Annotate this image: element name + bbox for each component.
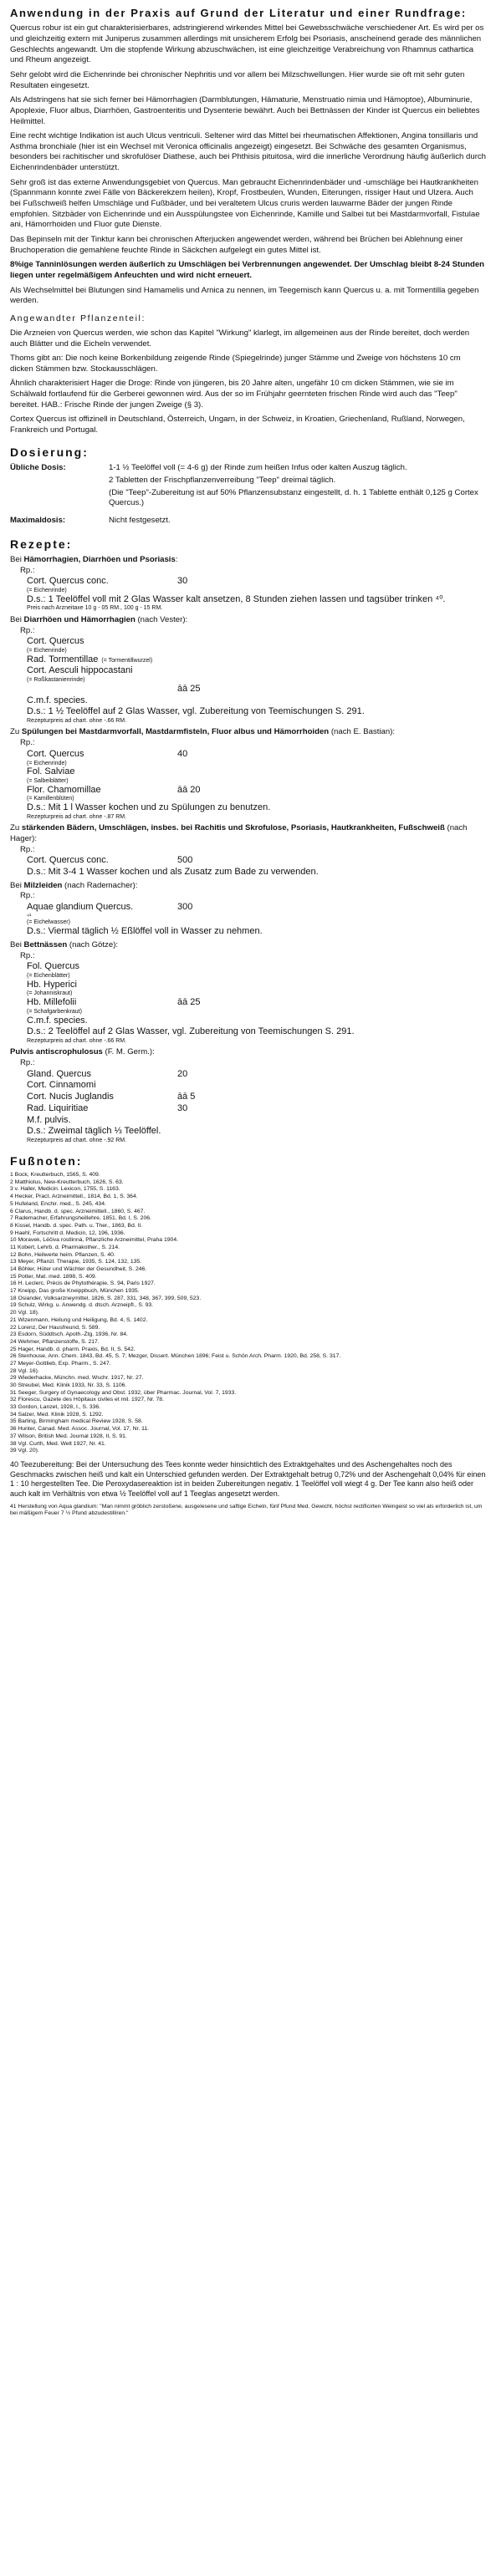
ingredient-row [27,1103,486,1115]
footnote-item: 22 Lorenz, Der Hausfreund, S. 589. [10,1324,100,1331]
usual-dose-line: 1-1 ½ Teelöffel voll (= 4-6 g) der Rinde zum heißen Infus oder kalten Auszug täglich. [109,463,407,473]
usual-dose-value [109,463,486,511]
recipes-heading: Rezepte: [10,537,73,551]
recipe-heading-prefix: Bei [10,554,24,564]
recipe-heading [10,940,486,951]
plant-part-heading: Angewandter Pflanzenteil: [10,313,146,323]
ingredient-quantity: 500 [177,855,193,866]
recipe-directions: D.s.: Viermal täglich ½ Eßlöffel voll in Wasser zu nehmen. [27,926,263,937]
footnotes-heading: Fußnoten: [10,1153,83,1168]
footnote-item: 29 Wiederhacke, Münchn. med. Wschr. 1917, Nr. 27. [10,1375,144,1382]
footnote-41: 41 Herstellung von Aqua glandium: "Man nimmt gröblich zerstoßene, ausgelesene und saftige Eicheln, fünf Pfund Med. Gewicht, höchst rectificirten Weingeist so viel als erforderlich ist, um bei mäßigem Feuer 7 ½ Pfund abzudestilliren." [10,1503,483,1517]
ingredient-quantity [177,665,244,677]
ingredient-row [27,1115,486,1127]
recipe-indication: stärkenden Bädern, Umschlägen, insbes. bei Rachitis und Skrofulose, Psoriasis, Hautkrankheiten, Fußschweiß [21,823,445,833]
footnote-item: 35 Barling, Birmingham medical Review 1928, S. 58. [10,1418,143,1425]
ingredient-quantity [177,636,244,648]
ingredient-row [27,665,486,677]
recipe-heading [10,615,486,626]
ingredient-name: Cort. Aesculi hippocastani [27,665,133,676]
ingredient-name: Rad. Liquiritiae [27,1102,89,1113]
ingredient-quantity [177,961,244,973]
ingredient-quantity: āā 20 [177,784,201,795]
footnote-item: 7 Rademacher, Erfahrungsheillehre, 1851, Bd. I, S. 206. [10,1215,151,1222]
recipe-heading [10,555,486,566]
recipe-source: (nach E. Bastian): [329,727,396,737]
recipe-heading-prefix: Bei [10,614,24,624]
plant-part-section [10,328,486,436]
recipe-price: Rezepturpreis ad chart. ohne -.66 RM. [27,718,127,725]
recipe-rp-label: Rp.: [20,738,35,748]
recipe-source: : [175,554,178,564]
recipe-source: (nach Hager): [10,823,468,843]
footnotes-list [10,1172,486,1455]
ingredient-name: Flor. Chamomillae [27,784,101,795]
ingredient-name: Cort. Quercus [27,636,84,647]
footnote-item: 11 Kobert, Lehrb. d. Pharmakother., S. 214. [10,1244,120,1250]
footnote-item: 31 Seeger, Surgery of Gynaecology and Obst. 1932, über Pharmac. Journal, Vol. 7, 1933. [10,1389,237,1396]
ingredient-quantity: āā 25 [177,683,201,694]
ingredient-row [27,980,486,991]
ingredient-row [27,961,486,973]
ingredient-quantity: 30 [177,1102,188,1113]
ingredient-row [27,997,486,1009]
ingredient-name: Fol. Salviae [27,766,75,777]
ingredient-row [27,766,486,778]
plant-part-paragraph: Cortex Quercus ist offizinell in Deutschland, Österreich, Ungarn, in der Schweiz, in Kroatien, Griechenland, Rußland, Norwegen, Frankreich und Portugal. [10,415,465,435]
intro-section [10,23,486,307]
footnote-item: 38 Vgl. Curth, Med. Welt 1927, Nr. 41. [10,1440,106,1447]
footnote-item: 19 Schulz, Wirkg. u. Anwendg. d. dtsch. Arzneipfl., S. 93. [10,1302,154,1309]
footnote-item: 30 Streubel, Med. Klinik 1933, Nr. 33, S. 1106. [10,1382,127,1388]
intro-paragraph: 8%ige Tanninlösungen werden äußerlich zu Umschlägen bei Verbrennungen angewendet. Der Umschlag bleibt 8-24 Stunden liegen unter regelmäßigem Anfeuchten und wird nicht erneuert. [10,260,485,281]
footnote-item: 14 Böhler, Hüter und Wächter der Gesundheit, S. 246. [10,1266,147,1272]
footnote-item: 18 Osiander, Volksarzneymittel, 1826, S. 287, 331, 348, 367, 399, 509, 523. [10,1295,202,1301]
recipe-directions: D.s.: Mit 1 l Wasser kochen und zu Spülungen zu benutzen. [27,802,271,813]
footnote-item: 6 Clarus, Handb. d. spec. Arzneimittell., 1860, S. 467. [10,1208,146,1214]
ingredient-name: Rad. Tormentillae [27,654,99,664]
max-dose-label: Maximaldosis: [10,515,66,525]
ingredient-row [27,1069,486,1081]
footnote-item: 2 Matthiolus, New-Kreutterbuch, 1626, S. 63. [10,1179,124,1185]
plant-part-paragraph: Die Arzneien von Quercus werden, wie schon das Kapitel "Wirkung" klarlegt, im allgemeinen aus der Rinde bereitet, doch werden auch Blätter und die Eicheln verwendet. [10,328,470,349]
recipe-rp-label: Rp.: [20,1058,35,1068]
ingredient-note: (= Eichenblätter) [27,972,70,979]
recipe-indication: Milzleiden [23,880,63,890]
footnote-item: 13 Meyer, Pflanzl. Therapie, 1935, S. 124, 132, 135. [10,1259,142,1265]
recipe-indication: Bettnässen [23,939,68,949]
ingredient-name: Cort. Nucis Juglandis [27,1092,114,1102]
ingredient-note: (= Eichenrinde) [27,647,67,654]
ingredient-quantity [177,766,244,778]
intro-paragraph: Eine recht wichtige Indikation ist auch Ulcus ventriculi. Seltener wird das Mittel bei rheumatischen Affektionen, Angina tonsillaris und Asthma bronchiale (hier ist ein Wechsel mit Veronica officinalis angezeigt) eingesetzt. Bei Schwäche des gesamten Organismus, besonders bei rachitischer und skrofulöser Diathese, auch bei Phthisis pituitosa, wird die innerliche Verordnung häufig äußerlich durch Eichenrindenbäder unterstützt. [10,131,487,173]
ingredient-row [27,695,486,707]
recipe-directions: D.s.: 1 ½ Teelöffel auf 2 Glas Wasser, vgl. Zubereitung von Teemischungen S. 291. [27,706,365,717]
footnote-item: 8 Kissel, Handb. d. spec. Path. u. Ther., 1863, Bd. II. [10,1222,143,1229]
intro-paragraph: Sehr gelobt wird die Eichenrinde bei chronischer Nephritis und vor allem bei Milzschwellungen. Hier wurde sie oft mit sehr guten Resultaten eingesetzt. [10,69,465,90]
footnote-item: 10 Moravek, Léčiva rostlinná, Pflanzliche Arzneimittel, Praha 1904. [10,1237,178,1244]
footnote-item: 26 Stenhouse, Ann. Chem. 1843, Bd. 45, S. 7; Mezger, Dissert. München 1896; Feist u. Schön Arch. Pharm. 1920, Bd. 258, S. 317. [10,1353,341,1360]
ingredient-quantity [177,654,244,666]
ingredient-name: Aquae glandium Quercus. [27,902,134,912]
recipe-rp-label: Rp.: [20,565,35,575]
footnote-item: 33 Gordon, Lanzet, 1928, I., S. 336. [10,1404,101,1411]
recipe-price: Rezepturpreis ad chart. ohne -.87 RM. [27,813,127,820]
footnote-item: 25 Hager, Handb. d. pharm. Praxis, Bd. II, S. 542. [10,1346,136,1352]
recipe-rp-label: Rp.: [20,844,35,854]
footnote-item: 9 Haehl, Fortschritt d. Medicin, 12, 196, 1936. [10,1229,125,1236]
recipe-source: (F. M. Germ.): [102,1047,155,1057]
dosage-table [10,463,486,527]
recipe-rp-label: Rp.: [20,950,35,960]
recipe-heading [10,881,486,892]
recipe-heading-prefix: Bei [10,880,24,890]
recipe-heading [10,1047,486,1058]
recipe-rp-label: Rp.: [20,891,35,901]
ingredient-row [27,636,486,648]
ingredient-row [27,1016,486,1027]
ingredient-note: (= Johanniskraut) [27,990,73,997]
recipe-indication: Spülungen bei Mastdarmvorfall, Mastdarmfisteln, Fluor albus und Hämorrhoiden [21,727,330,737]
ingredient-note: (= Salbeiblätter) [27,777,69,784]
recipe-heading-prefix: Bei [10,939,24,949]
ingredient-row [27,1080,486,1092]
footnote-item: 32 Florescu, Gazete des Hôpitaux civiles et mil. 1927, Nr. 78. [10,1397,164,1403]
ingredient-row [27,902,486,914]
footnote-item: 24 Wehmer, Pflanzenstoffe, S. 217. [10,1338,100,1345]
footnote-item: 34 Salzer, Med. Klinik 1928, S. 1292. [10,1411,104,1418]
recipe-price: Rezepturpreis ad chart. ohne -.66 RM. [27,1038,127,1044]
footnote-item: 36 Hunter, Canad. Med. Assoc. Journal, Vol. 17, Nr. 11. [10,1426,150,1433]
ingredient-name: Fol. Quercus [27,961,79,972]
ingredient-note: ⁴¹ (= Eichelwasser) [27,913,70,926]
plant-part-paragraph: Thoms gibt an: Die noch keine Borkenbildung zeigende Rinde (Spiegelrinde) junger Stämme und Zweige von höchstens 10 cm dicken Stämmen bzw. Stockausschlägen. [10,354,461,374]
ingredient-note: (= Roßkastanienrinde) [27,677,85,684]
recipe-indication: Diarrhöen und Hämorrhagien [23,614,136,624]
ingredient-quantity: āā 25 [177,997,201,1008]
usual-dose-line: 2 Tabletten der Frischpflanzenverreibung "Teep" dreimal täglich. [109,475,336,485]
recipe-directions: D.s.: Mit 3-4 1 Wasser kochen und als Zusatz zum Bade zu verwenden. [27,866,319,877]
ingredient-note: (= Schafgarbenkraut) [27,1008,82,1015]
ingredient-note: (= Eichenrinde) [27,760,67,766]
usual-dose-label: Übliche Dosis: [10,463,66,473]
ingredient-row [27,684,486,695]
footnote-item: 23 Esdorn, Süddtsch. Apoth.-Ztg. 1936, Nr. 84. [10,1331,128,1338]
ingredient-quantity: 20 [177,1068,188,1079]
page-title: Anwendung in der Praxis auf Grund der Literatur und einer Rundfrage: [10,7,467,19]
plant-part-paragraph: Ähnlich charakterisiert Hager die Droge: Rinde von jüngeren, bis 20 Jahre alten, ungefähr 10 cm dicken Stämmen, wie sie im Schälwald fortlaufend für die Gerberei gewonnen wird. Aus der so im Frühjahr geernteten frischen Rinde wird auch das "Teep" bereitet. HAB.: Frische Rinde der jungen Zweige (§ 3). [10,379,458,410]
ingredient-note: (= Eichenrinde) [27,588,67,594]
footnote-item: 39 Vgl. 20). [10,1448,39,1454]
recipes-list [10,555,486,1145]
max-dose-line: Nicht festgesetzt. [109,515,171,525]
intro-paragraph: Quercus robur ist ein gut charakterisierbares, adstringierend wirkendes Mittel bei Gewebsschwäche verschiedener Art. Es wird per os und gleichzeitig extern mit Juniperus zusammen allerdings mit unsicherem Erfolg bei Psoriasis, anscheinend gerade des männlichen Geschlechts angewandt. Um die stopfende Wirkung abzuschwächen, ist eine gleichzeitige Verabreichung von Rhamnus cathartica und Rheum angezeigt. [10,23,484,65]
footnote-item: 20 Vgl. 18). [10,1310,39,1316]
footnote-item: 3 v. Haller, Medicin. Lexicon, 1755, S. 1163. [10,1186,120,1193]
ingredient-quantity: 300 [177,902,193,912]
ingredient-quantity [177,1080,244,1092]
ingredient-quantity [177,695,244,707]
footnote-item: 17 Kneipp, Das große Kneippbuch, München 1935. [10,1288,140,1295]
ingredient-name: C.m.f. species. [27,695,88,705]
intro-paragraph: Sehr groß ist das externe Anwendungsgebiet von Quercus. Man gebraucht Eichenrindenbäder und -umschläge bei Hautkrankheiten (Spannmann konnte zwei Fälle von Bäckerekzem heilen), Kropf, Frostbeulen, Wunden, Eiterungen, rissiger Haut und Ulzera. Auch bei Fußschweiß helfen Umschläge und Fußbäder, und bei veraltetem Ulcus cruris werden lauwarme Bäder der jungen Rinde empfohlen. Sitzbäder von Eichenrinde und ein Ausspülungstee von Eichenrinde, Kamille und Salbei tut bei Mastdarmvorfall, Fistulae ani, Hämorrhoiden und Fluor gute Dienste. [10,177,480,230]
intro-paragraph: Als Adstringens hat sie sich ferner bei Hämorrhagien (Darmblutungen, Hämaturie, Menstruatio nimia und Hämoptoe), Albuminurie, Apoplexie, Fluor albus, Diarrhöen, Gastroenteritis und Dysenterie bewährt. Auch bei Bettnässen der Kinder ist Quercus ein beliebtes Heilmittel. [10,95,480,126]
ingredient-note: (= Tormentillwurzel) [101,657,153,664]
ingredient-name: Gland. Quercus [27,1068,92,1079]
ingredient-row [27,749,486,761]
ingredient-quantity [177,980,244,991]
ingredient-name [27,684,177,695]
recipe-heading-prefix: Zu [10,727,22,737]
footnote-item: 28 Vgl. 16). [10,1367,39,1374]
footnote-item: 5 Hufeland, Enchir. med., S. 245, 434. [10,1200,106,1207]
footnote-item: 4 Hecker, Pract. Arzneimittell., 1814, Bd. 1, S. 364. [10,1194,138,1200]
ingredient-row [27,576,486,588]
footnote-item: 27 Meyer-Gottlieb, Exp. Pharm., S. 247. [10,1360,111,1367]
footnote-item: 12 Bohn, Heilwerte heim. Pflanzen, S. 40. [10,1251,115,1258]
ingredient-cell [27,654,177,666]
ingredient-row [27,785,486,797]
recipe-directions: D.s.: 1 Teelöffel voll mit 2 Glas Wasser kalt ansetzen, 8 Stunden ziehen lassen und tagsüber trinken ⁴⁰. [27,593,446,604]
footnote-item: 1 Bock, Kreutterbuch, 1565, S. 409. [10,1172,100,1179]
intro-paragraph: Als Wechselmittel bei Blutungen sind Hamamelis und Arnica zu nennen, im Teegemisch kann Quercus u. a. mit Tormentilla gegeben werden. [10,285,479,306]
ingredient-row [27,1092,486,1103]
ingredient-quantity: 40 [177,748,188,759]
ingredient-name: M.f. pulvis. [27,1114,71,1125]
max-dose-value [109,516,486,528]
ingredient-quantity [177,1016,244,1027]
recipe-source: (nach Rademacher): [62,880,138,890]
intro-paragraph: Das Bepinseln mit der Tinktur kann bei chronischen Afterjucken angewendet werden, während bei Brüchen bei Ablehnung einer Bruchoperation die gemahlene feuchte Rinde in Säckchen aufgelegt ein gutes Mittel ist. [10,235,463,255]
footnote-40: 40 Teezubereitung: Bei der Untersuchung des Tees konnte weder hinsichtlich des Extraktgehaltes und des Aschengehaltes noch des Geschmacks zwischen heiß und kalt ein Unterschied gefunden werden. Der Extraktgehalt betrug 0,72% und der Aschengehalt 0,04% für einen 1 : 10 hergestellten Tee. Die Peroxydasereaktion ist in beiden Zubereitungen negativ. 1 Teelöffel voll wiegt 4 g. Der Tee kann also heiß oder auch kalt im Verhältnis von etwa ½ Teelöffel voll auf 1 Teeglas angesetzt werden. [10,1459,486,1498]
recipe-indication: Pulvis antiscrophulosus [10,1047,103,1057]
ingredient-name: C.m.f. species. [27,1015,88,1026]
ingredient-name: Cort. Quercus conc. [27,576,109,587]
ingredient-quantity: āā 5 [177,1092,196,1102]
ingredient-quantity [177,1115,244,1127]
ingredient-row [27,855,486,867]
ingredient-name: Cort. Quercus conc. [27,855,109,866]
recipe-indication: Hämorrhagien, Diarrhöen und Psoriasis [23,554,176,564]
recipe-directions: D.s.: 2 Teelöffel auf 2 Glas Wasser, vgl. Zubereitung von Teemischungen S. 291. [27,1026,355,1037]
ingredient-name: Hb. Millefolii [27,997,77,1008]
recipe-heading [10,727,486,738]
usual-dose-line: (Die "Teep"-Zubereitung ist auf 50% Pflanzensubstanz eingestellt, d. h. 1 Tablette enthält 0,125 g Cortex Quercus.) [109,487,478,508]
footnote-item: 21 Wizenmann, Heilung und Heiligung, Bd. 4, S. 1402. [10,1316,148,1323]
recipe-source: (nach Vester): [135,614,188,624]
recipe-price: Rezepturpreis ad chart. ohne -.92 RM. [27,1138,127,1144]
ingredient-note: (= Kamillenblüten) [27,796,74,802]
footnote-item: 37 Wilson, British Med. Journal 1928, II, S. 91. [10,1433,127,1439]
recipe-heading [10,823,486,844]
recipe-source: (nach Götze): [67,939,119,949]
ingredient-row [27,654,486,666]
footnote-item: 16 H. Leclerc, Précis de Phytothérapie, S. 94, Paris 1927. [10,1280,156,1287]
dosage-heading: Dosierung: [10,445,89,459]
ingredient-name: Hb. Hyperici [27,979,77,990]
recipe-heading-prefix: Zu [10,823,22,833]
recipe-directions: D.s.: Zweimal täglich ⅓ Teelöffel. [27,1126,161,1137]
ingredient-name: Cort. Cinnamomi [27,1080,96,1091]
recipe-rp-label: Rp.: [20,625,35,635]
footnote-item: 15 Potter, Mat. med. 1898, S. 409. [10,1273,97,1280]
ingredient-name: Cort. Quercus [27,748,84,759]
ingredient-quantity: 30 [177,576,188,587]
recipe-price: Preis nach Arzneitaxe 10 g - 05 RM., 100 g - 15 RM. [27,605,163,612]
